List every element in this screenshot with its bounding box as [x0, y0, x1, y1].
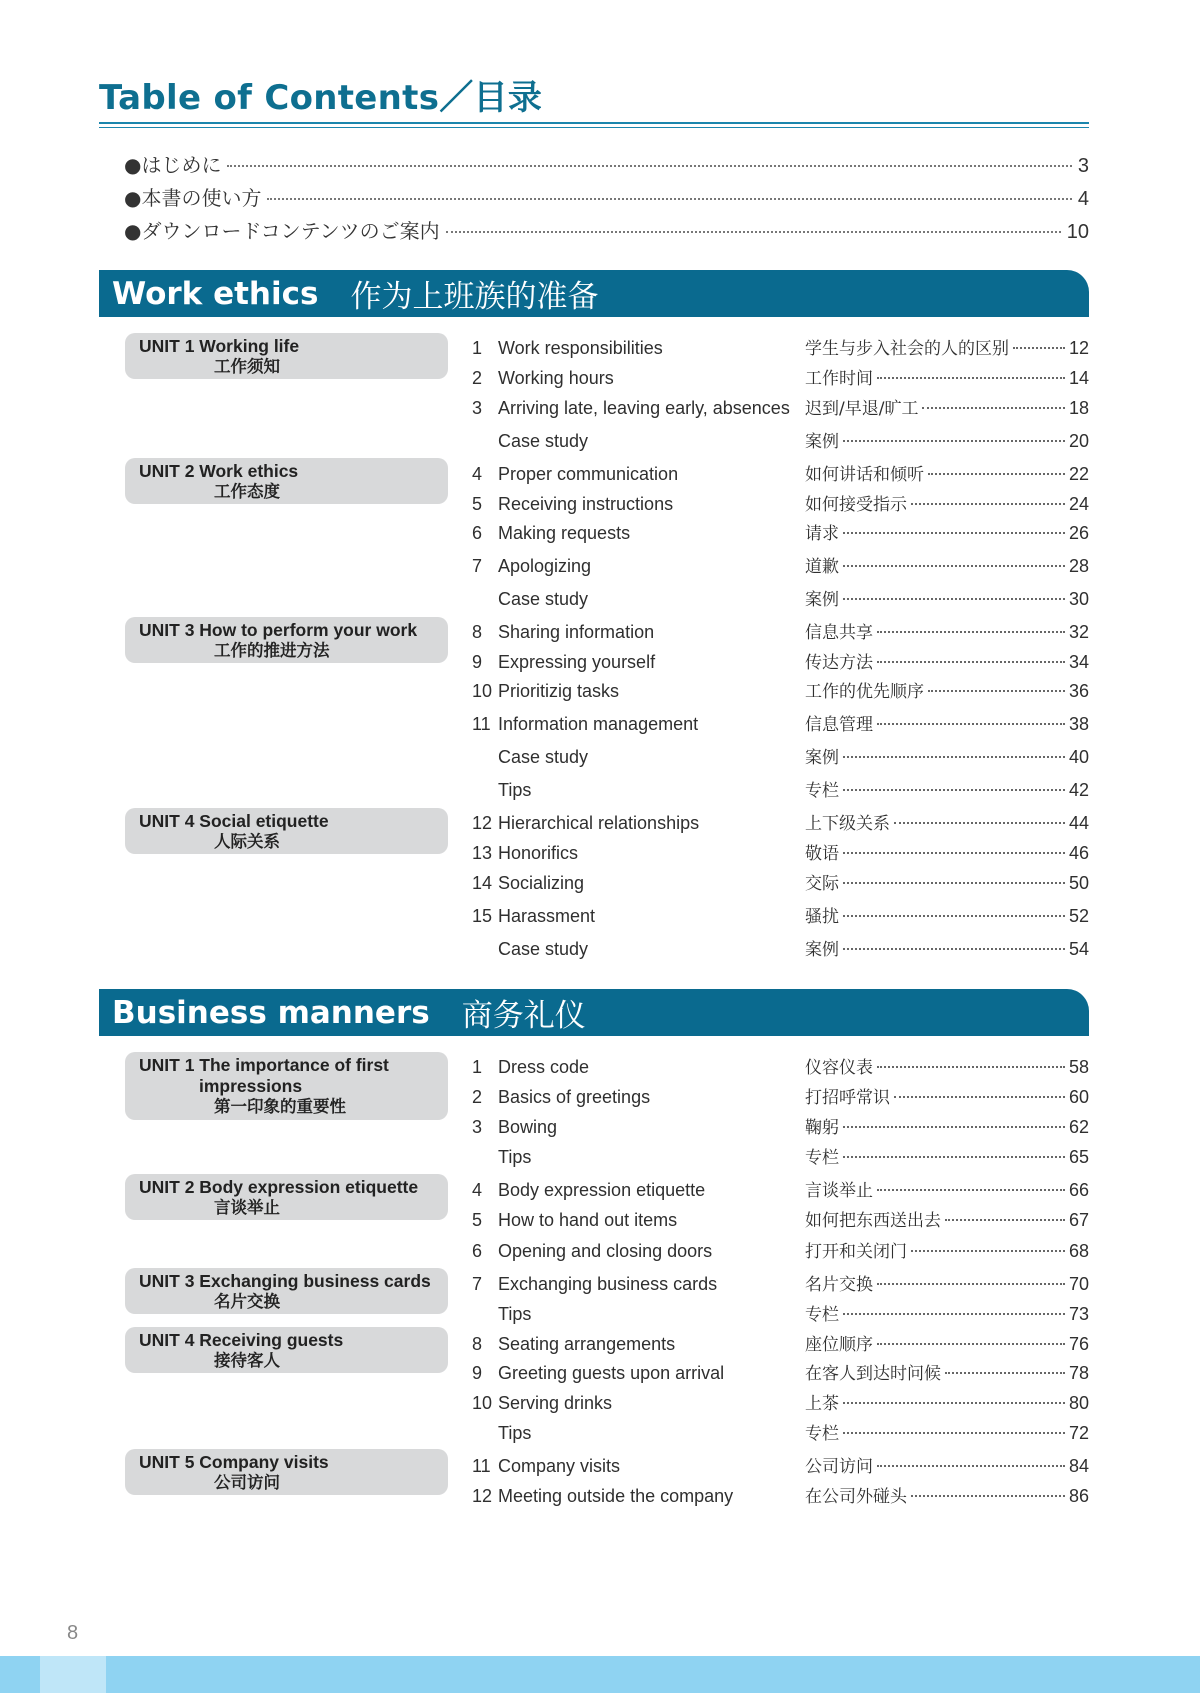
page-ref: 34 — [1068, 652, 1089, 672]
dot-leader — [843, 440, 1065, 442]
entry-title-zh: 如何讲话和倾听 — [805, 465, 924, 485]
toc-entry[interactable] — [472, 334, 1089, 360]
toc-entry[interactable] — [472, 552, 1089, 578]
unit-label-zh: 言谈举止 — [214, 1199, 280, 1217]
page-ref: 46 — [1068, 843, 1089, 863]
dot-leader — [911, 1250, 1065, 1252]
toc-entry[interactable] — [472, 364, 1089, 390]
entry-title-en: Case study — [498, 939, 589, 959]
entry-number: 14 — [472, 873, 493, 893]
entry-title-en: How to hand out items — [498, 1210, 678, 1230]
unit-label-zh: 工作态度 — [214, 483, 280, 501]
page-ref: 50 — [1068, 873, 1089, 893]
page-ref: 84 — [1068, 1456, 1089, 1476]
unit-label: UNIT 5 Company visits — [139, 1452, 329, 1472]
unit-box — [125, 1327, 448, 1373]
page-ref: 38 — [1068, 714, 1089, 734]
page-ref: 10 — [1066, 221, 1089, 243]
dot-leader — [877, 1189, 1065, 1191]
entry-title-zh: 在公司外碰头 — [805, 1487, 907, 1507]
footer-bar — [0, 1656, 1200, 1693]
page-ref: 26 — [1068, 523, 1089, 543]
toc-entry[interactable] — [472, 460, 1089, 486]
unit-box — [125, 458, 448, 504]
entry-title-zh: 案例 — [805, 748, 839, 768]
entry-number: 11 — [472, 714, 491, 734]
entry-number: 12 — [472, 813, 493, 833]
entry-number: 10 — [472, 1393, 493, 1413]
dot-leader — [227, 165, 1071, 167]
entry-title-zh: 专栏 — [805, 1424, 839, 1444]
toc-entry[interactable] — [472, 935, 1089, 961]
dot-leader — [843, 598, 1065, 600]
unit-box — [125, 1052, 448, 1120]
entry-title-en: Tips — [498, 1304, 532, 1324]
entry-title-en: Exchanging business cards — [498, 1274, 718, 1294]
page-ref: 72 — [1068, 1423, 1089, 1443]
page-ref: 60 — [1068, 1087, 1089, 1107]
entry-title-en: Working hours — [498, 368, 614, 388]
entry-number: 8 — [472, 622, 483, 642]
section-banner-business-manners — [99, 989, 1089, 1036]
entry-title-zh: 工作的优先顺序 — [805, 682, 924, 702]
entry-title-en: Proper communication — [498, 464, 679, 484]
page-ref: 24 — [1068, 494, 1089, 514]
intro-label: ●ダウンロードコンテンツのご案内 — [124, 219, 440, 243]
toc-entry[interactable] — [472, 710, 1089, 736]
entry-number: 2 — [472, 368, 483, 388]
section-title-zh: 作为上班族的准备 — [350, 279, 599, 315]
dot-leader — [911, 1495, 1065, 1497]
page-ref: 36 — [1068, 681, 1089, 701]
unit-label: UNIT 3 Exchanging business cards — [139, 1271, 431, 1291]
entry-title-zh: 传达方法 — [805, 653, 873, 673]
page-ref: 68 — [1068, 1241, 1089, 1261]
toc-entry[interactable] — [472, 1237, 1089, 1263]
dot-leader — [843, 1126, 1065, 1128]
entry-title-zh: 专栏 — [805, 1305, 839, 1325]
page-ref: 42 — [1068, 780, 1089, 800]
page-ref: 20 — [1068, 431, 1089, 451]
toc-entry[interactable] — [472, 1083, 1089, 1109]
section-title-en: Work ethics — [112, 275, 319, 312]
entry-title-zh: 打招呼常识 — [805, 1088, 890, 1108]
entry-number: 6 — [472, 523, 483, 543]
entry-title-en: Basics of greetings — [498, 1087, 651, 1107]
toc-entry[interactable] — [472, 869, 1089, 895]
unit-label-zh: 第一印象的重要性 — [214, 1098, 346, 1116]
entry-title-en: Harassment — [498, 906, 596, 926]
toc-entry[interactable] — [472, 1176, 1089, 1202]
entry-title-en: Body expression etiquette — [498, 1180, 706, 1200]
toc-entry[interactable] — [472, 677, 1089, 703]
entry-title-en: Dress code — [498, 1057, 590, 1077]
entry-title-en: Prioritizig tasks — [498, 681, 620, 701]
dot-leader — [945, 1219, 1065, 1221]
entry-title-zh: 请求 — [805, 524, 839, 544]
title-rule-thin — [99, 127, 1089, 128]
entry-number: 15 — [472, 906, 493, 926]
entry-title-en: Hierarchical relationships — [498, 813, 700, 833]
dot-leader — [877, 1283, 1065, 1285]
entry-title-zh: 公司访问 — [805, 1457, 873, 1477]
toc-entry[interactable] — [472, 743, 1089, 769]
page-ref: 86 — [1068, 1486, 1089, 1506]
entry-title-zh: 案例 — [805, 590, 839, 610]
dot-leader — [843, 1156, 1065, 1158]
entry-title-zh: 信息共享 — [805, 623, 873, 643]
entry-title-zh: 道歉 — [805, 557, 839, 577]
entry-number: 4 — [472, 1180, 483, 1200]
page-ref: 12 — [1068, 338, 1089, 358]
dot-leader — [843, 1432, 1065, 1434]
entry-number: 3 — [472, 1117, 483, 1137]
unit-box — [125, 1174, 448, 1220]
entry-title-en: Company visits — [498, 1456, 621, 1476]
toc-entry[interactable] — [472, 1452, 1089, 1478]
unit-label: UNIT 2 Body expression etiquette — [139, 1177, 419, 1197]
dot-leader — [894, 1096, 1065, 1098]
unit-box — [125, 808, 448, 854]
entry-number: 11 — [472, 1456, 491, 1476]
entry-title-en: Apologizing — [498, 556, 592, 576]
entry-number: 7 — [472, 1274, 483, 1294]
page-ref: 66 — [1068, 1180, 1089, 1200]
page-number: 8 — [67, 1622, 79, 1644]
entry-title-zh: 上下级关系 — [805, 814, 890, 834]
entry-title-en: Information management — [498, 714, 699, 734]
entry-title-zh: 信息管理 — [805, 715, 873, 735]
dot-leader — [843, 882, 1065, 884]
toc-entry[interactable] — [472, 1482, 1089, 1508]
toc-entry[interactable] — [472, 1206, 1089, 1232]
page-ref: 14 — [1068, 368, 1089, 388]
dot-leader — [877, 723, 1065, 725]
page-ref: 58 — [1068, 1057, 1089, 1077]
page-ref: 40 — [1068, 747, 1089, 767]
entry-number: 1 — [472, 1057, 483, 1077]
dot-leader — [877, 661, 1065, 663]
entry-title-zh: 专栏 — [805, 781, 839, 801]
toc-entry[interactable] — [472, 585, 1089, 611]
section-title-zh: 商务礼仪 — [461, 998, 586, 1034]
toc-entry[interactable] — [472, 1143, 1089, 1169]
entry-title-zh: 专栏 — [805, 1148, 839, 1168]
unit-label: UNIT 4 Social etiquette — [139, 811, 329, 831]
dot-leader — [267, 198, 1071, 200]
entry-title-zh: 案例 — [805, 432, 839, 452]
page-ref: 62 — [1068, 1117, 1089, 1137]
entry-title-en: Seating arrangements — [498, 1334, 676, 1354]
section-title-en: Business manners — [112, 994, 430, 1031]
entry-number: 6 — [472, 1241, 483, 1261]
entry-number: 9 — [472, 652, 483, 672]
unit-box — [125, 1449, 448, 1495]
page-ref: 44 — [1068, 813, 1089, 833]
entry-title-en: Arriving late, leaving early, absences — [498, 398, 790, 418]
entry-title-en: Tips — [498, 1423, 532, 1443]
unit-label-zh: 工作须知 — [214, 358, 280, 376]
unit-label-zh: 名片交换 — [214, 1293, 280, 1311]
entry-number: 12 — [472, 1486, 493, 1506]
toc-entry[interactable] — [472, 902, 1089, 928]
dot-leader — [922, 407, 1065, 409]
intro-entry[interactable] — [124, 182, 1089, 212]
toc-entry[interactable] — [472, 648, 1089, 674]
entry-number: 4 — [472, 464, 483, 484]
entry-title-zh: 学生与步入社会的人的区别 — [805, 339, 1009, 359]
unit-label: UNIT 4 Receiving guests — [139, 1330, 344, 1350]
dot-leader — [843, 1313, 1065, 1315]
dot-leader — [446, 231, 1061, 233]
entry-title-en: Bowing — [498, 1117, 558, 1137]
dot-leader — [911, 503, 1065, 505]
entry-title-zh: 名片交换 — [805, 1275, 873, 1295]
entry-title-en: Case study — [498, 431, 589, 451]
toc-entry[interactable] — [472, 1053, 1089, 1079]
entry-title-zh: 在客人到达时问候 — [805, 1364, 941, 1384]
dot-leader — [843, 565, 1065, 567]
section-banner-work-ethics — [99, 270, 1089, 317]
entry-number: 10 — [472, 681, 493, 701]
entry-number: 1 — [472, 338, 483, 358]
intro-label: ●本書の使い方 — [124, 186, 262, 210]
entry-title-zh: 敬语 — [805, 844, 839, 864]
page-ref: 18 — [1068, 398, 1089, 418]
dot-leader — [877, 377, 1065, 379]
intro-label: ●はじめに — [124, 153, 222, 177]
toc-entry[interactable] — [472, 394, 1089, 420]
dot-leader — [945, 1372, 1065, 1374]
entry-title-zh: 骚扰 — [805, 907, 839, 927]
entry-title-en: Work responsibilities — [498, 338, 663, 358]
page-ref: 67 — [1068, 1210, 1089, 1230]
entry-title-zh: 案例 — [805, 940, 839, 960]
entry-title-zh: 言谈举止 — [805, 1181, 873, 1201]
dot-leader — [843, 532, 1065, 534]
dot-leader — [877, 1465, 1065, 1467]
page-ref: 80 — [1068, 1393, 1089, 1413]
entry-title-en: Tips — [498, 780, 532, 800]
entry-title-zh: 打开和关闭门 — [805, 1242, 907, 1262]
unit-label: UNIT 1 The importance of first impressions — [139, 1055, 389, 1096]
entry-title-zh: 仪容仪表 — [805, 1058, 873, 1078]
entry-title-en: Expressing yourself — [498, 652, 656, 672]
toc-entry[interactable] — [472, 839, 1089, 865]
page-ref: 54 — [1068, 939, 1089, 959]
page-ref: 28 — [1068, 556, 1089, 576]
dot-leader — [877, 631, 1065, 633]
toc-entry[interactable] — [472, 427, 1089, 453]
dot-leader — [843, 1402, 1065, 1404]
dot-leader — [1013, 347, 1065, 349]
unit-box — [125, 1268, 448, 1314]
entry-number: 5 — [472, 494, 483, 514]
toc-entry[interactable] — [472, 1389, 1089, 1415]
unit-label-zh: 公司访问 — [214, 1474, 280, 1492]
entry-number: 13 — [472, 843, 493, 863]
dot-leader — [843, 948, 1065, 950]
toc-entry[interactable] — [472, 809, 1089, 835]
entry-title-en: Greeting guests upon arrival — [498, 1363, 725, 1383]
page-ref: 22 — [1068, 464, 1089, 484]
toc-entry[interactable] — [472, 519, 1089, 545]
unit-label-zh: 工作的推进方法 — [214, 642, 330, 660]
intro-entry[interactable] — [124, 149, 1089, 179]
page-ref: 76 — [1068, 1334, 1089, 1354]
title-rule — [99, 122, 1089, 124]
unit-label: UNIT 2 Work ethics — [139, 461, 299, 481]
toc-entry[interactable] — [472, 1330, 1089, 1356]
toc-entry[interactable] — [472, 1359, 1089, 1385]
unit-label-zh: 人际关系 — [214, 833, 280, 851]
entry-title-en: Socializing — [498, 873, 585, 893]
dot-leader — [894, 822, 1065, 824]
entry-title-en: Meeting outside the company — [498, 1486, 734, 1506]
dot-leader — [877, 1066, 1065, 1068]
entry-number: 7 — [472, 556, 483, 576]
entry-number: 3 — [472, 398, 483, 418]
entry-title-zh: 交际 — [805, 874, 839, 894]
dot-leader — [843, 756, 1065, 758]
intro-entry[interactable] — [124, 215, 1089, 245]
entry-title-en: Case study — [498, 589, 589, 609]
toc-entry[interactable] — [472, 1419, 1089, 1445]
page-ref: 65 — [1068, 1147, 1089, 1167]
entry-number: 9 — [472, 1363, 483, 1383]
page-ref: 30 — [1068, 589, 1089, 609]
entry-title-en: Tips — [498, 1147, 532, 1167]
dot-leader — [928, 473, 1065, 475]
entry-title-zh: 如何把东西送出去 — [805, 1211, 941, 1231]
page-ref: 52 — [1068, 906, 1089, 926]
entry-title-en: Serving drinks — [498, 1393, 613, 1413]
entry-title-zh: 座位顺序 — [805, 1335, 873, 1355]
page-ref: 4 — [1077, 188, 1089, 210]
dot-leader — [877, 1343, 1065, 1345]
dot-leader — [928, 690, 1065, 692]
toc-entry[interactable] — [472, 1300, 1089, 1326]
entry-title-en: Case study — [498, 747, 589, 767]
entry-title-zh: 工作时间 — [805, 369, 873, 389]
unit-box — [125, 617, 448, 663]
page-title: Table of Contents／目录 — [99, 78, 543, 118]
unit-label: UNIT 3 How to perform your work — [139, 620, 418, 640]
entry-title-en: Receiving instructions — [498, 494, 674, 514]
dot-leader — [843, 789, 1065, 791]
entry-title-zh: 迟到/早退/旷工 — [805, 399, 919, 419]
page-ref: 70 — [1068, 1274, 1089, 1294]
entry-title-en: Making requests — [498, 523, 631, 543]
toc-entry[interactable] — [472, 490, 1089, 516]
entry-title-zh: 鞠躬 — [805, 1118, 839, 1138]
toc-entry[interactable] — [472, 1113, 1089, 1139]
page-ref: 3 — [1077, 155, 1089, 177]
footer-accent-block — [40, 1656, 106, 1693]
entry-number: 5 — [472, 1210, 483, 1230]
dot-leader — [843, 915, 1065, 917]
toc-entry[interactable] — [472, 776, 1089, 802]
dot-leader — [843, 852, 1065, 854]
entry-title-zh: 上茶 — [805, 1394, 839, 1414]
toc-entry[interactable] — [472, 618, 1089, 644]
page-ref: 73 — [1068, 1304, 1089, 1324]
entry-title-en: Honorifics — [498, 843, 579, 863]
unit-box — [125, 333, 448, 379]
toc-entry[interactable] — [472, 1270, 1089, 1296]
unit-label: UNIT 1 Working life — [139, 336, 300, 356]
entry-number: 2 — [472, 1087, 483, 1107]
entry-title-en: Sharing information — [498, 622, 655, 642]
entry-title-en: Opening and closing doors — [498, 1241, 713, 1261]
unit-label-zh: 接待客人 — [214, 1352, 280, 1370]
page-ref: 78 — [1068, 1363, 1089, 1383]
page-ref: 32 — [1068, 622, 1089, 642]
entry-number: 8 — [472, 1334, 483, 1354]
entry-title-zh: 如何接受指示 — [805, 495, 907, 515]
